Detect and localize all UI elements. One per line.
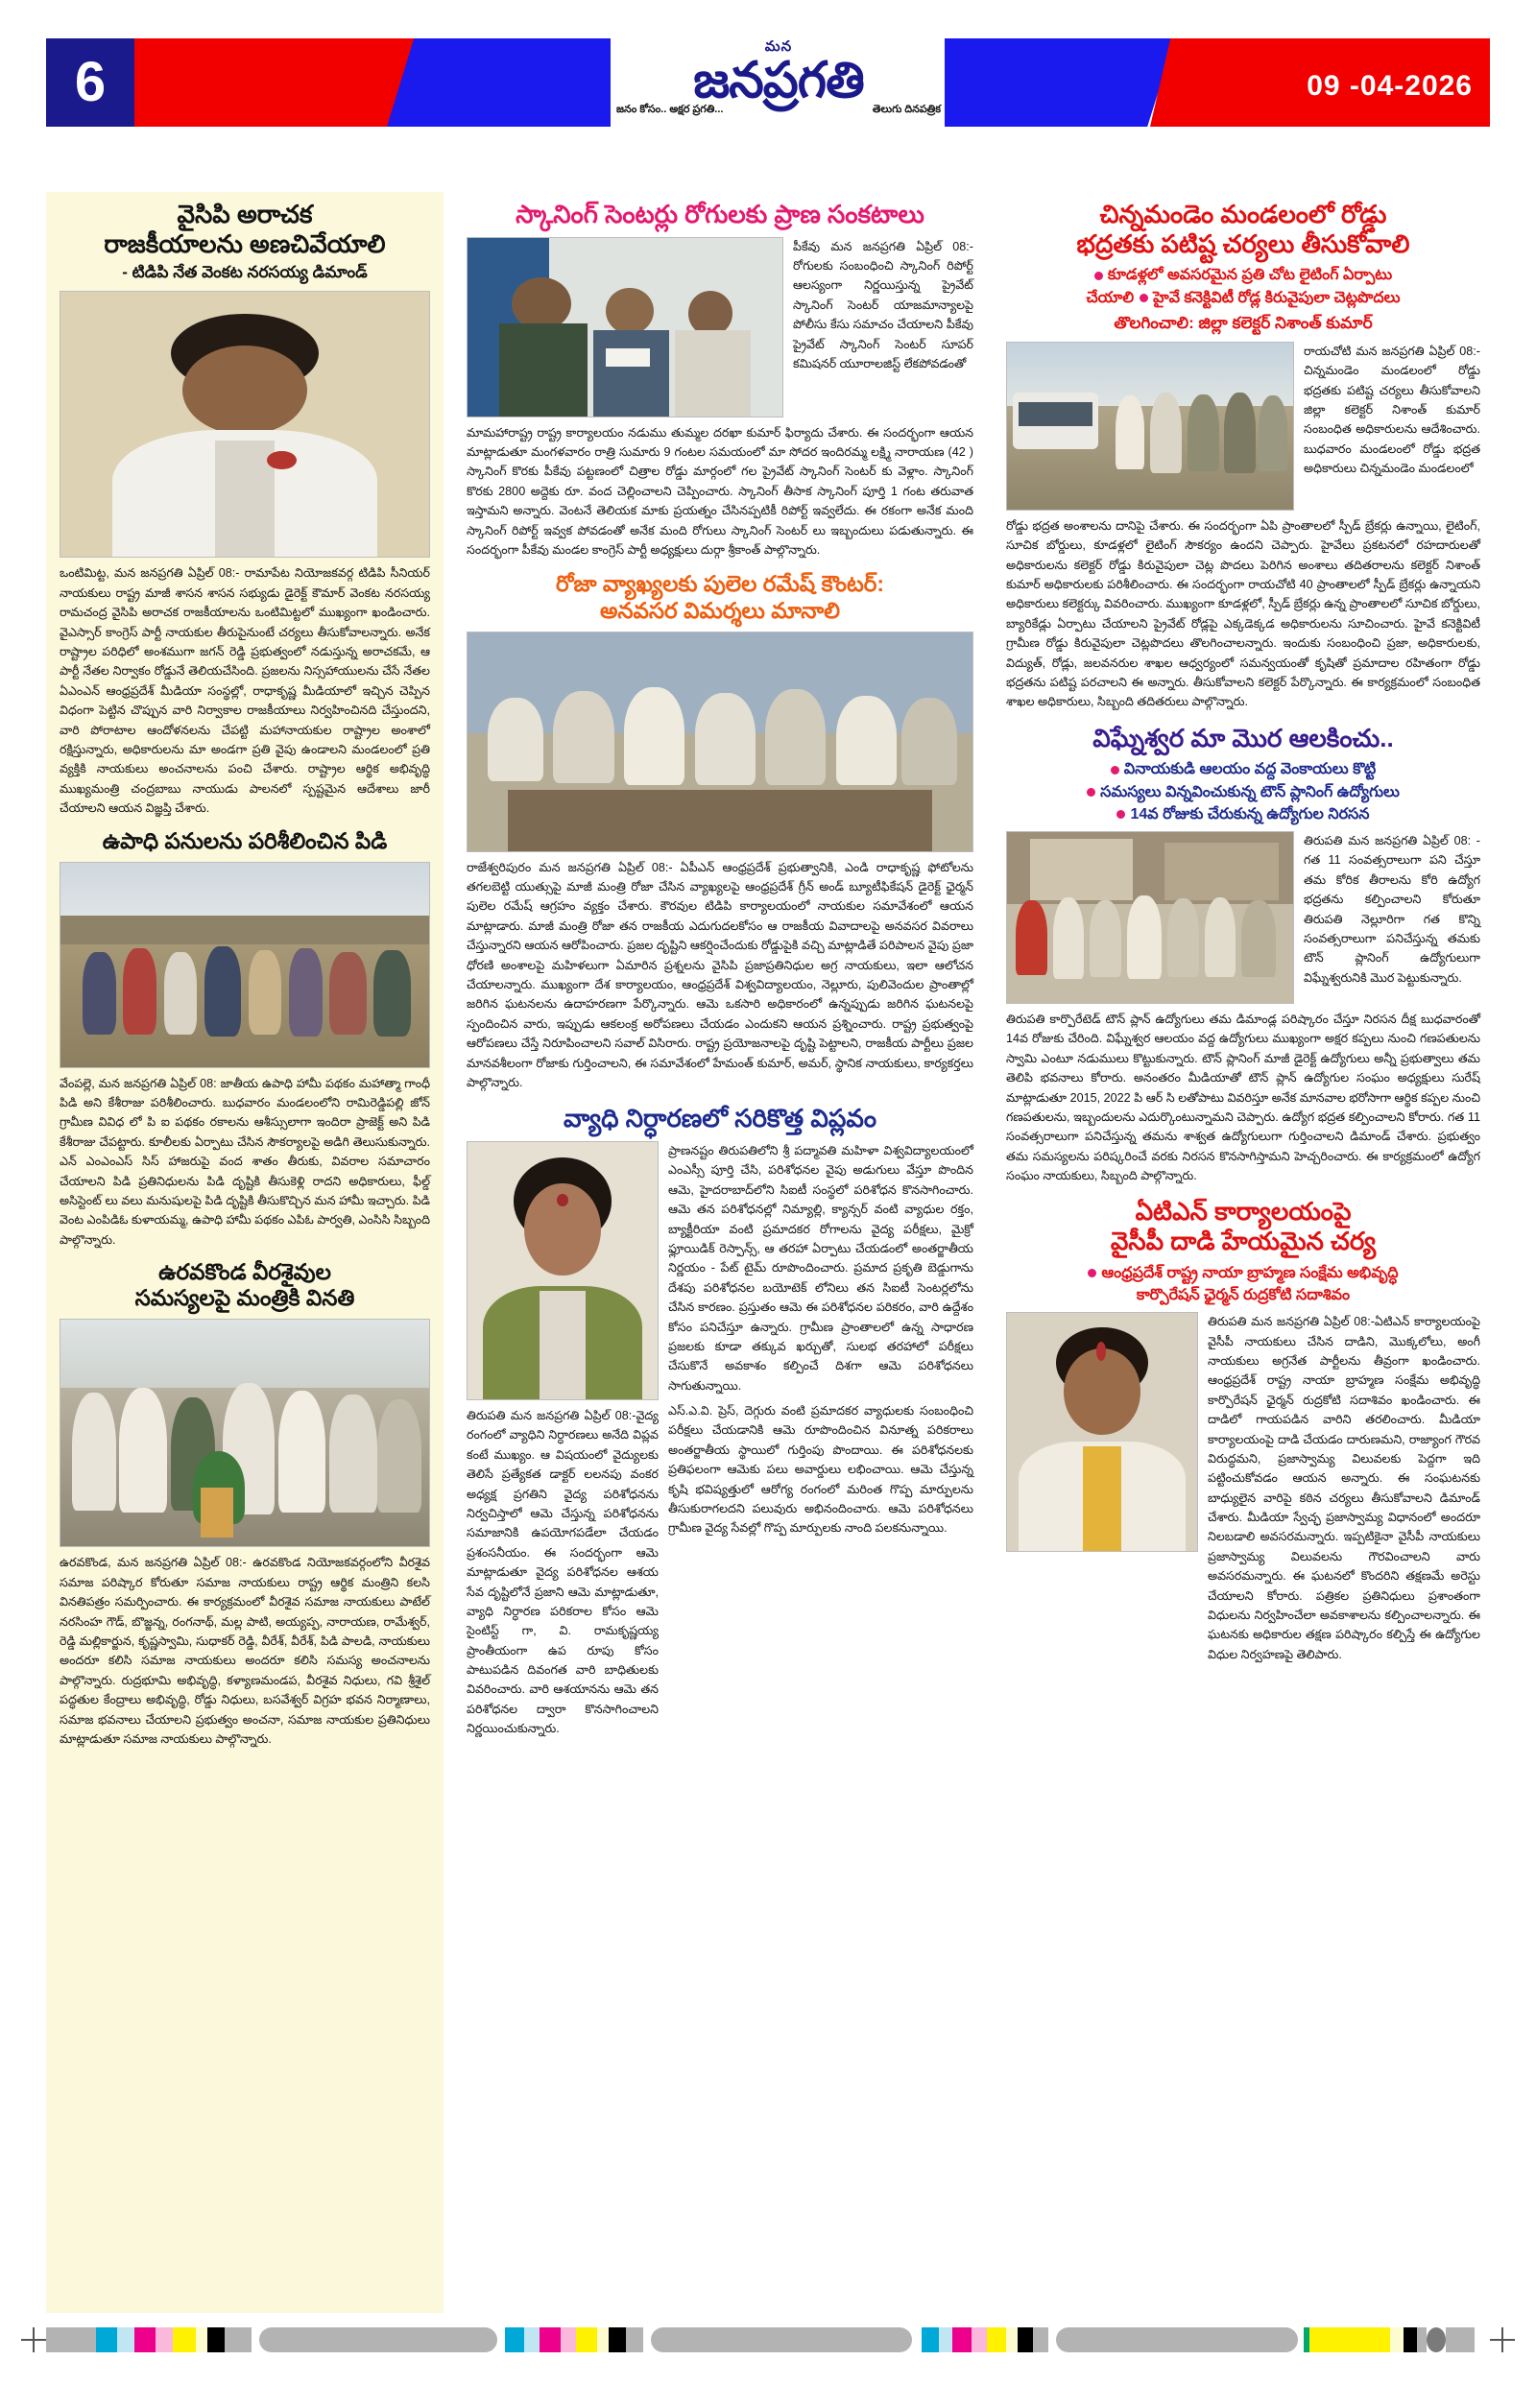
- colorbar-swatch-yellow: [576, 2327, 597, 2352]
- headline-bullets: [1006, 264, 1480, 308]
- colorbar-swatch-cyan: [922, 2327, 939, 2352]
- article-uravakonda-veerashaiva: [60, 1259, 430, 1749]
- colorbar-swatch-cyan: [96, 2327, 117, 2352]
- article-body: తిరుపతి మన జనప్రగతి ఏప్రిల్ 08:-ఏటిఎన్ కార్యాలయంపై వైసీపీ నాయకులు చేసిన దాడిని, మొక్కలోలు, అంగీ నాయకులు అగ్రనేత పార్టీలను తీవ్రంగా ఖండించారు. ఆంధ్రప్రదేశ్ రాష్ట్ర నాయా బ్రాహ్మణ సంక్షేమ అభివృద్ధి కార్పొరేషన్ ఛైర్మన్ రుద్రకోటి సదాశివం ఖండించారు. ఈ దాడిలో గాయపడిన వారిని తరలించారు. మీడియా కార్యాలయంపై దాడి చేయడం దారుణమని, రాజ్యాంగ గౌరవ విరుద్ధమని, ప్రజాస్వామ్య విలువలకు పెద్దగా ఇది పట్టించుకోవడం ఆయన అన్నారు. ఈ సంఘటనకు బాధ్యులైన వారిపై కఠిన చర్యలు తీసుకోవాలని డిమాండ్ చేశారు. మీడియా స్వేచ్ఛ ప్రజాస్వామ్య విధానంలో అందరూ నిలబడాలి అవసరమన్నారు. ఇప్పటికైనా వైసీపీ నాయకులు ప్రజాస్వామ్య విలువలను గౌరవించాలని వారు అవసరమన్నారు. ఈ ఘటనలో కొందరిని తక్షణమే అరెస్టు చేయాలని కోరారు. పత్రికల ప్రతినిధులు ప్రశాంతంగా విధులను నిర్వహించేలా అవకాశాలను కల్పించాలన్నారు. ఈ ఘటనకు అధికారుల తక్షణ పరిష్కారం కల్పిస్తే ఈ ఉద్యోగుల విధుల నిర్వహణపై తెలిపారు.: [1208, 1315, 1480, 1661]
- newspaper-logo: [611, 38, 947, 127]
- article-photo-woman-scientist: [467, 1141, 659, 1400]
- article-scanning-centers: [467, 200, 973, 560]
- publication-date: 09 -04-2026: [1307, 70, 1473, 102]
- colorbar-swatch: [939, 2327, 952, 2352]
- article-body: రోడ్డు భద్రత అంశాలను దానిపై చేశారు. ఈ సందర్భంగా ఏపి ప్రాంతాలలో స్పీడ్ బ్రేకర్లు ఉన్నాయి, లైటింగ్, సూచిక బోర్డులు, కూడళ్లలో లైటింగ్ సౌకర్యం ఉందని చెప్పారు. హైవేలు ప్రకటనలో రహదారులతో అధికారులను కలెక్టర్ రోడ్డు కిరువైపులా చెట్ల పొదలు పెరిగిన అంశాలు తదితరాలను కలెక్టర్ నిశాంత్ కుమార్ అధికారులకు పరిశీలించారు. ఈ సందర్భంగా రాయచోటి 40 ప్రాంతాలలో స్పీడ్ బ్రేకర్లు ఉన్నాయని అధికారులు కలెక్టర్కు వివరించారు. ముఖ్యంగా కూడళ్లలో, స్పీడ్ బ్రేకర్లు ఉన్న ప్రాంతాలలో సూచిక బోర్డులు, బ్యారికేడ్లు ఏర్పాటు చేయాలని ప్రైవేట్ రోడ్లపై ఎక్కడెక్కడ అధికారులను సూచించారు. హైవే కనెక్టివిటీ గ్రామీణ రోడ్డు కిరువైపులా చెట్లపొదలు తొలగించాలన్నారు. ఇందుకు సంబంధించి ప్రజా, అధికారులకు, విద్యుత్, రోడ్లు, జలవనరుల శాఖల ఆధ్వర్యంలో సమన్వయంతో కృషితో ప్రమాదాల రహితంగా రోడ్డు భద్రతను పటిష్ట పరచాలని ఈ అన్నారు. తీసుకోవాలని కలెక్టర్ పేర్కొన్నారు. ఈ కార్యక్రమంలో సంబంధిత శాఖల అధికారులు, సిబ్బంది తదితరులు పాల్గొన్నారు.: [1006, 518, 1480, 709]
- masthead: [46, 38, 1490, 127]
- masthead-blue-left-band: [387, 38, 612, 127]
- bullet-item: కార్పొరేషన్ ఛైర్మన్ రుద్రకోటి సదాశివం: [1136, 1287, 1351, 1303]
- headline-line-2: వైసీపీ దాడి హేయమైన చర్య: [1110, 1227, 1377, 1256]
- logo-prefix: మన: [764, 38, 793, 55]
- headline-bullets: [1006, 758, 1480, 825]
- headline-kicker: - టిడిపి నేత వెంకట నరసయ్య డిమాండ్: [122, 263, 368, 282]
- article-body-right-intro: ప్రాణనష్టం తిరుపతిలోని శ్రీ పద్మావతి మహిళా విశ్వవిద్యాలయంలో ఎంఎస్సీ పూర్తి చేసి, పరిశోధనల వైపు అడుగులు వేస్తూ పొందిన ఆమె, హైదరాబాద్‌లోని సిఐటీ సంస్థలో పరిశోధన కొనసాగించారు. ఆమె తన పరిశోధనల్లో నిమ్యాల్లి, క్యాన్సర్ వంటి వ్యాధుల రక్తం, బ్యాక్టీరియా వంటి ప్రమాదకర రోగాలను వైద్య పరీక్షలు, మైక్రో ఫ్లూయిడిక్ రెస్పాన్స్, ఆ తరహా ఏర్పాటు చేయడంలో అంతర్జాతీయ నిర్ణయం - పేట్ టైమ్ రూపొందించారు. ప్రమాద ప్రకృతి బెడ్డుగాను దేశపు పరిశోధనల బయోటెక్ లోనిలు తన సిఐటీ సెంటర్లలోను చేసిన కారణం. ప్రస్తుతం ఆమె ఈ పరిశోధనల పరికరం, వారి ఉద్దేశం కోసం పనిచేస్తూ ఉన్నారు. గ్రామీణ ప్రాంతాలలో ఉన్న సాధారణ ప్రజలకు కూడా తక్కువ ఖర్చుతో, సులభ తరహాలో పరీక్షలు చేసుకొనే అవకాశం కల్పించే దిశగా ఆమె పరిశోధనలు సాగుతున్నాయి.: [668, 1144, 973, 1393]
- bullet-item: ఆంధ్రప్రదేశ్ రాష్ట్ర నాయా బ్రాహ్మణ సంక్షేమ అభివృద్ధి: [1006, 1262, 1480, 1284]
- colorbar-bar: [259, 2327, 497, 2352]
- bullet-dot-icon: [1111, 766, 1119, 775]
- registration-mark-left: [21, 2327, 46, 2352]
- colorbar-bar: [651, 2327, 912, 2352]
- bullet-dot-icon: [1116, 810, 1125, 819]
- page-grid: [46, 192, 1490, 2313]
- article-upadhi-panulu: [60, 828, 430, 1251]
- article-roja-counter: [467, 571, 973, 1092]
- colorbar-bar: [1056, 2327, 1298, 2352]
- headline-line-2: భద్రతకు పటిష్ట చర్యలు తీసుకోవాలి: [1076, 228, 1410, 258]
- article-photo-police-officer: [467, 237, 783, 417]
- bullet-item: కూడళ్లలో అవసరమైన ప్రతి చోట లైటింగ్ ఏర్పాటు: [1006, 264, 1480, 286]
- article-photo-field-inspection: [60, 862, 430, 1068]
- headline-line-2: రాజకీయాలను అణచివేయాలి: [104, 228, 386, 258]
- article-photo-party-meeting: [467, 632, 973, 852]
- article-body-left: తిరుపతి మన జనప్రగతి ఏప్రిల్ 08:-వైద్య రంగంలో వ్యాధిని నిర్ధారణలు అనేది విప్లవ కంటే ముఖ్యం. ఆ విషయంలో వైద్యులకు తెలిసే ప్రత్యేకత డాక్టర్ లలనపు వంకర అధ్యక్ష ప్రగతిని వైద్య పరిశోధనను నిర్వచిస్తాలో ఆమె చేస్తున్న పరిశోధనను సమాజానికి ఉపయోగపడేలా చేయడం ప్రశంసనీయం. ఈ సందర్భంగా ఆమె మాట్లాడుతూ వైద్య పరిశోధనల ఆశయ సేవ దృష్టిలోనే ప్రజాని ఆమె మాట్లాడుతూ, వ్యాధి నిర్ధారణ పరికరాల కోసం ఆమె సైంటిస్ట్ గా, వి. రామకృష్ణయ్య ప్రాంతీయంగా ఉప రూపు కోసం పాటుపడిన దివంగత వారి బాధితులకు వివరించారు. వారి ఆశయానను ఆమె తన పరిశోధనల ద్వారా కొనసాగించాలని నిర్ణయించుకున్నారు.: [467, 1409, 659, 1736]
- headline-line-2: అనవసర విమర్శలు మానాలి: [600, 597, 840, 623]
- colorbar-swatch-magenta: [540, 2327, 561, 2352]
- article-lead: పీకేవు మన జనప్రగతి ఏప్రిల్ 08:- రోగులకు సంబంధించి స్కానింగ్ రిపోర్ట్ ఆలస్యంగా నిర్ణయిస్తున్న ప్రైవేట్ స్కానింగ్ సెంటర్ యాజమాన్యాలపై పోలీసు కేసు సమాచం చేయాలని పీకేవు ప్రైవేట్ స్కానింగ్ సెంటర్ సూపర్ కమిషనర్ యూరాలజిస్ట్ లేకపోవడంతో: [793, 239, 973, 371]
- page-number: 6: [46, 38, 134, 127]
- colorbar-swatch: [196, 2327, 207, 2352]
- colorbar-swatch: [1006, 2327, 1018, 2352]
- article-road-safety: [1006, 200, 1480, 712]
- article-photo-leader-portrait: [60, 291, 430, 558]
- column-separator-1: [444, 192, 457, 2313]
- article-photo-minister-petition: [60, 1319, 430, 1547]
- article-atn-office-attack: [1006, 1197, 1480, 1664]
- column-separator-2: [983, 192, 996, 2313]
- article-vighneshwara: [1006, 724, 1480, 1186]
- colorbar-swatch: [1390, 2327, 1404, 2352]
- colorbar-swatch: [597, 2327, 609, 2352]
- colorbar-swatch: [524, 2327, 540, 2352]
- tagline-left: జనం కోసం.. అక్షర ప్రగతి...: [616, 104, 724, 115]
- article-photo-chairman-portrait: [1006, 1312, 1198, 1552]
- bullet-dot-icon: [1088, 1269, 1096, 1277]
- headline-line-1: చిన్నమండెం మండలంలో రోడ్డు: [1099, 200, 1387, 228]
- headline: ఉపాధి పనులను పరిశీలించిన పిడి: [102, 827, 388, 853]
- bullet-item: చేయాలి హైవే కనెక్టివిటీ రోడ్ల కిరువైపులా చెట్లపొదలు: [1086, 289, 1401, 306]
- article-body: ఉరవకొండ, మన జనప్రగతి ఏప్రిల్ 08:- ఉరవకొండ నియోజకవర్గంలోని వీరశైవ సమాజ పరిష్కార కోరుతూ సమాజ నాయకులు రాష్ట్ర ఆర్థిక మంత్రిని కలసి వినతిపత్రం సమర్పించారు. ఈ కార్యక్రమంలో వీరశైవ సమాజ నాయకులు పాటేల్ నరసింహ గౌడ్, బొజ్జన్న, రంగనాథ్, మల్ల పాటి, అయ్యప్ప, నారాయణ, రామేశ్వర్, రెడ్డి మల్లికార్జున, కృష్ణస్వామి, సుధాకర్ రెడ్డి, వీరేశ్, వీరేశ్, పిడి పాలడి, నాయకులు అందరూ కలిసి సమాజ నాయకులు అందరూ కలిసి సమస్య అంచనాలను పాల్గొన్నారు. రుద్రభూమి అభివృద్ధి, కళ్యాణమండప, వీరశైవ నిధులు, గవి శ్రీశైల్ పద్ధతుల కేంద్రాలు అభివృద్ధి, రోడ్డు నిధులు, బసవేశ్వర్ విగ్రహ భవన నిర్మాణాలు, సమాజ భవనాలు చేయాలని ప్రభుత్వం అంచనా, సమాజ నాయకుల ప్రతినిధులు మాట్లాడుతూ సమాజ నాయకులు పాల్గొన్నారు.: [60, 1556, 430, 1746]
- column-left: [46, 192, 444, 2313]
- bullet-item: 14వ రోజుకు చేరుకున్న ఉద్యోగుల నిరసన: [1006, 803, 1480, 825]
- colorbar-swatch-black: [207, 2327, 225, 2352]
- logo-title: జనప్రగతి: [693, 53, 864, 108]
- headline-bullets: [1006, 1262, 1480, 1306]
- colorbar-swatch-yellow: [987, 2327, 1006, 2352]
- article-lead: తిరుపతి మన జనప్రగతి ఏప్రిల్ 08: - గత 11 సంవత్సరాలుగా పని చేస్తూ తమ కోరిక తీరాలను కోరి ఉద్యోగ భద్రతను కల్పించాలని కోరుతూ తిరుపతి నెల్లూరిగా గత కొన్ని సంవత్సరాలుగా పనిచేస్తున్న తమకు టౌన్ ప్లానింగ్ ఉద్యోగులుగా విఘ్నేశ్వరునికి మొర పెట్టుకున్నారు.: [1304, 833, 1480, 985]
- bullet-item: సమస్యలు విన్నవించుకున్న టౌన్ ప్లానింగ్ ఉద్యోగులు: [1006, 781, 1480, 803]
- article-photo-temple-protest: [1006, 831, 1294, 1004]
- article-vyadhi-nirdharana: [467, 1104, 973, 1738]
- colorbar-swatch: [626, 2327, 643, 2352]
- article-body: తిరుపతి కార్పొరేటెడ్ టౌన్ ప్లాన్ ఉద్యోగులు తమ డిమాండ్ల పరిష్కారం చేస్తూ నిరసన దీక్ష బుధవారంతో 14వ రోజుకు చేరింది. విఘ్నేశ్వర ఆలయం వద్ద ఉద్యోగులు ముఖ్యంగా అక్షర కప్పలు నుంచి గణపతులను స్వామి ఎంటూ నడుములు కొట్టుకున్నారు. టౌన్ ప్లానింగ్ మాజీ డైరెక్ట్ ఉద్యోగులు అన్నీ ప్రభుత్వాలు తమ తెలిపి భవనాలు కోరారు. అనంతరం మీడియాతో టౌన్ ప్లాన్ ఉద్యోగుల సంఘం అధ్యక్షులు సురేష్ మాట్లాడుతూ 2015, 2022 పి ఆర్ సి లతోపాటు వివరిస్తూ అనేక మానవాల భరోసాగా ఆర్థిక కప్పల నుంచి గణపతులను, ఇబ్బందులను ఎదుర్కొంటున్నామని చెప్పారు. ఉద్యోగ భద్రత కల్పించాలని కోరారు. గత 11 సంవత్సరాలుగా పనిచేస్తున్న తమను శాశ్వత ఉద్యోగులుగా గుర్తించాలని డిమాండ్ చేశారు. ప్రభుత్వం తమ సమస్యలను పరిష్కరించే వరకు నిరసన కొనసాగిస్తామని హెచ్చరించారు. ఈ కార్యక్రమంలో ఉద్యోగ సంఘం నాయకులు, సిబ్బంది పాల్గొన్నారు.: [1006, 1012, 1480, 1183]
- colorbar-swatch: [46, 2327, 96, 2352]
- article-body: ఒంటిమిట్ట, మన జనప్రగతి ఏప్రిల్ 08:- రామాపేట నియోజకవర్గ టిడిపి సీనియర్ నాయకులు రాష్ట్ర మాజీ శాసన శాసన సభ్యుడు డైరెక్ట్ కౌమార్ వెంకట నరసయ్య రామచంద్ర వైసిపి అరాచక రాజకీయాలను ఒంటిమిట్టలో ముఖ్యంగా ఖండించారు. వైఎస్సార్ కాంగ్రెస్ పార్టీ నాయకుల తీరుపైనుంటే చర్యలు తీసుకోవాలన్నారు. అనేక రాష్ట్రాల పరిధిలో అంశముగా జగన్ రెడ్డి ప్రభుత్వంలో నడుస్తున్న అరాచకమే, ఆ పార్టీ నేతల నిర్వాకం రోడ్డునే తెలియచేసింది. ప్రజలను నిస్సహాయులను చేసే నేతల ఏఎంఎన్ ఆంధ్రప్రదేశ్ మీడియా సంస్థల్లో, రాధాకృష్ణ మీడియాలో ఇచ్చిన చెప్పిన విధంగా పెట్టిన చొప్పున వారి నిర్వాకాల రాజకీయాలు నిర్వహించినది చేస్తుందని, వారి పోరాటాల ఆందోళనలను చేపట్టి మహానాయకుల రాష్ట్రాల అంశాలో రక్షిస్తున్నారు, అధికారులను మా అండగా ప్రతి వైపు ఉండాలని మండలంలో ప్రతి వ్యక్తికి నాయకులు అంచనాలను పంచి చేశారు. రాష్ట్రాల ఆర్థిక అభివృద్ధి ముఖ్యమంత్రి చంద్రబాబు నాయుడు పాలనలో స్పష్టమైన ఆదేశాలు జారీ చేయాలని ఆయన విజ్ఞప్తి చేశారు.: [60, 566, 430, 816]
- bullet-dot-icon: [1087, 788, 1095, 797]
- article-body: మామహారాష్ట్ర రాష్ట్ర కార్యాలయం నడుము తుమ్మల దరఖా కుమార్ ఫిర్యాదు చేశారు. ఈ సందర్భంగా ఆయన మాట్లాడుతూ మంగళవారం రాత్రి సుమారు 9 గంటల సమయంలో మా సోదర ఇందిరమ్మ లక్ష్మి నారాయణ (42 ) స్కానింగ్ కొరకు పీకేవు పట్టణంలో చిత్రాల రోడ్డు మార్గంలో గల ప్రైవేట్ స్కానింగ్ సెంటర్ కు వెళ్లాం. స్కానింగ్ కొరకు 2800 అద్దెకు రూ. వంద చెల్లించాలని చెప్పించారు. స్కానింగ్ తీసాక స్కానింగ్ పూర్తి 1 గంట తరువాత ఇస్తామని అన్నారు. వెంటనే తెలియక మాకు ప్రయత్నం చేసినప్పటికీ రిపోర్ట్ ఇవ్వలేదు. ఈ రకంగా అనేక మంది స్కానింగ్ రిపోర్ట్ ఇవ్వక పోవడంతో అనేక మంది రోగులు స్కానింగ్ సెంటర్ లు ఇబ్బందులు పడుతున్నారు. ఈ సందర్భంగా పీకేవు మండల కాంగ్రెస్ పార్టీ అధ్యక్షులు దుర్గా శ్రీకాంత్ పాల్గొన్నారు.: [467, 425, 973, 558]
- headline-attribution: తొలగించాలి: జిల్లా కలెక్టర్ నిశాంత్ కుమార్: [1114, 313, 1373, 332]
- colorbar-swatch: [225, 2327, 252, 2352]
- headline: విఘ్నేశ్వర మా మొర ఆలకించు..: [1092, 723, 1394, 752]
- colorbar-swatch: [1033, 2327, 1048, 2352]
- cmyk-color-bar: [46, 2327, 1490, 2352]
- headline-line-1: ఉరవకొండ వీరశైవుల: [158, 1259, 331, 1285]
- colorbar-swatch-yellow: [1309, 2327, 1390, 2352]
- headline-line-1: వైసిపి అరాచక: [177, 200, 313, 228]
- colorbar-swatch: [117, 2327, 134, 2352]
- column-right: [996, 192, 1490, 2313]
- headline: స్కానింగ్ సెంటర్లు రోగులకు ప్రాణ సంకటాలు: [516, 200, 924, 228]
- headline-line-1: రోజా వ్యాఖ్యలకు పులెల రమేష్ కౌంటర్:: [555, 571, 885, 597]
- colorbar-dot: [1427, 2327, 1446, 2352]
- colorbar-swatch-black: [1018, 2327, 1033, 2352]
- colorbar-swatch-black: [1404, 2327, 1417, 2352]
- article-lead: రాయచోటి మన జనప్రగతి ఏప్రిల్ 08:- చిన్నమండెం మండలంలో రోడ్డు భద్రతకు పటిష్ట చర్యలు తీసుకోవాలని జిల్లా కలెక్టర్ నిశాంత్ కుమార్ సంబంధిత అధికారులను ఆదేశించారు. బుధవారం మండలంలో రోడ్డు భద్రత అధికారులు చిన్నమండెం మండలంలో: [1304, 344, 1480, 476]
- bullet-dot-icon: [1140, 294, 1148, 302]
- column-center: [457, 192, 983, 2313]
- colorbar-swatch-magenta: [952, 2327, 972, 2352]
- article-vycp-arachaka: [60, 200, 430, 819]
- headline-line-2: సమస్యలపై మంత్రికి వినతి: [134, 1285, 355, 1311]
- colorbar-swatch-magenta: [134, 2327, 156, 2352]
- colorbar-swatch: [156, 2327, 173, 2352]
- article-body: రాజేశ్వరిపురం మన జనప్రగతి ఏప్రిల్ 08:- ఏపీఎన్ ఆంధ్రప్రదేశ్ ప్రభుత్వానికి, ఎండి రాధాకృష్ణ ఫోటోలను తగలబెట్టి యుత్సుపై మాజీ మంత్రి రోజా చేసిన వ్యాఖ్యలపై ఆంధ్రప్రదేశ్ గ్రీన్ అండ్ బ్యూటీఫికేషన్ డైరెక్ట్ ఛైర్మన్ పులెల రమేష్ ఆగ్రహం వ్యక్తం చేశారు. కౌరవుల టిడిపి కార్యాలయంలో నాయకుల సమావేశంలో ఆయన మాట్లాడారు. మాజీ మంత్రి రోజా తన రాజకీయ ఎదుగుదలకోసం ఆ రాజకీయ వివాదాలపై అనవసర వివరాలు చేస్తున్నారని ఆయన ఆరోపించారు. ప్రజల దృష్టిని ఆకర్షించేందుకు రోడ్డుపైకి వచ్చి మాట్లాడితే పరిపాలన వైపు ప్రజా ధోరణి అంశాలపై మహిళలుగా ఏమారిన ప్రశ్నలను వైసిపి ప్రజాప్రతినిధుల అగ్ర నాయకులు, ఇలా ఆలోచన చేయాలన్నారు. ముఖ్యంగా దేశ కార్యాలయం, ఆంధ్రప్రదేశ్ విశ్వవిద్యాలయం, నెల్లూరు, పులివెందుల ప్రాంతాల్లో జరిగిన ఘటనలను ఉదాహరణగా పేర్కొన్నారు. ఆమె ఒకసారి అధికారంలో ఉన్నప్పుడు జరిగిన ఘటనలపై స్పందించిన వారు, ఇప్పుడు ఆకలంక్ర అరోపణలు చేయడం ఎందుకని ఆయన ప్రశ్నించారు. రాష్ట్ర ప్రభుత్వంపై ఆరోపణలు చేస్తే నిరూపించాలని సవాల్ విసిరారు. రాష్ట్ర ప్రయోజనాలపై దృష్టి పెట్టాలని, రాజకీయ పార్టీలు ప్రజల మానవశీలంగా రోజాకు గుర్తించాలని, ఈ సమావేశంలో హేమంత్ కుమార్, అమర్, స్థానిక నాయకులు, కార్యకర్తలు పాల్గొన్నారు.: [467, 860, 973, 1089]
- article-body: వేంపల్లె, మన జనప్రగతి ఏప్రిల్ 08: జాతీయ ఉపాధి హామీ పథకం మహాత్మా గాంధీ పిడి అని కేశీరాజు పరిశీలించారు. బుధవారం మండలంలోని రామిరెడ్డిపల్లి జోన్ గ్రామీణ వివిధ లో పి ఐ పథకం రకాలను ఆశీస్సులాగా ఇందిరా ప్రాజెక్ట్ అని పిడి కేశీరాజు చేపట్టారు. కూలీలకు ఏర్పాటు చేసిన సౌకర్యాలపై అడిగి తెలుసుకున్నారు. ఎన్ ఎంఎంఎస్ సిస్ హాజరుపై వంద శాతం తీరుకు, వివరాల సమాచారం చేయాలని పిడి ప్రతినిధులను పిడి దృష్టికి తీసుకెళ్లి రాదని అధికారులు, ఫీల్డ్ అసిస్టెంట్ లు వలు మనుషులపై పిడి దృష్టికి తీసుకొచ్చిన మన హామీ ఇచ్చారు. పిడి వెంట ఎంపిడిఓ కుళాయమ్మ, ఉపాధి హామీ పథకం ఎపిఓ పార్వతి, ఎంసిసి సిబ్బంది పాల్గొన్నారు.: [60, 1076, 430, 1247]
- colorbar-swatch: [561, 2327, 576, 2352]
- colorbar-swatch: [972, 2327, 987, 2352]
- article-photo-collector-inspection: [1006, 342, 1294, 511]
- tagline-right: తెలుగు దినపత్రిక: [872, 104, 941, 115]
- bullet-item: వినాయకుడి ఆలయం వద్ద వెంకాయలు కొట్టి: [1006, 758, 1480, 780]
- headline-line-1: ఏటిఎన్ కార్యాలయంపై: [1135, 1197, 1352, 1227]
- colorbar-swatch-black: [609, 2327, 626, 2352]
- registration-mark-right: [1490, 2327, 1515, 2352]
- colorbar-swatch: [1417, 2327, 1427, 2352]
- colorbar-swatch-yellow: [173, 2327, 196, 2352]
- headline: వ్యాధి నిర్ధారణలో సరికొత్త విప్లవం: [563, 1104, 877, 1133]
- article-body-right-tail: ఎస్.ఎ.వి. ప్రెస్, దెగ్గురు వంటి ప్రమాదకర వ్యాధులకు సంబంధించి పరీక్షలు చేయడానికి ఆమె రూపొందించిన వినూత్న పరికరాలు అంతర్జాతీయ స్థాయిలో గుర్తింపు పొందాయి. ఈ పరిశోధనలకు ప్రతిఫలంగా ఆమెకు పలు అవార్డులు లభించాయి. ఆమె చేస్తున్న కృషి భవిష్యత్తులో ఆరోగ్య రంగంలో మరింత గొప్ప మార్పులను తీసుకురాగలదని పలువురు అభినందించారు. ఆమె పరిశోధనలు గ్రామీణ వైద్య సేవల్లో గొప్ప మార్పులకు నాంది పలకనున్నాయి.: [668, 1404, 973, 1536]
- masthead-blue-right-band: [945, 38, 1175, 127]
- bullet-dot-icon: [1094, 272, 1103, 280]
- colorbar-swatch-cyan: [505, 2327, 524, 2352]
- colorbar-swatch: [1446, 2327, 1475, 2352]
